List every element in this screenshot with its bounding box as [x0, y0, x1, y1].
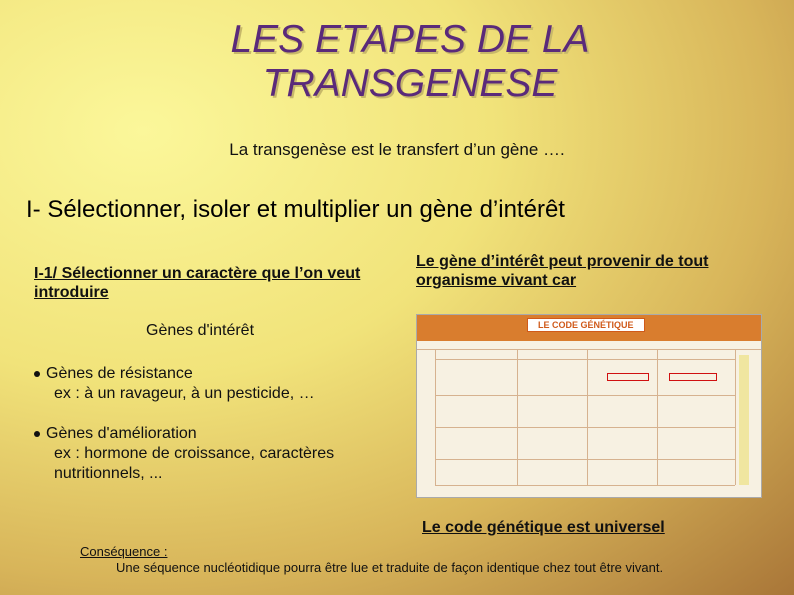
bullet-dot-icon: [34, 371, 40, 377]
slide-subtitle: La transgenèse est le transfert d’un gène ….: [229, 140, 565, 159]
bullet-detail: ex : à un ravageur, à un pesticide, …: [54, 385, 315, 402]
bullet-label: Gènes de résistance: [46, 365, 193, 382]
genes-heading: Gènes d'intérêt: [146, 322, 255, 339]
figure-caption: [421, 489, 422, 495]
universal-statement: Le code génétique est universel: [422, 519, 665, 536]
figure-title: LE CODE GÉNÉTIQUE: [527, 318, 645, 332]
genetic-code-table-image: [416, 314, 762, 498]
bullet-dot-icon: [34, 431, 40, 437]
figure-title-bar: [417, 315, 761, 341]
left-column-heading: I-1/ Sélectionner un caractère que l’on veut introduire: [34, 265, 361, 301]
consequence-text: Une séquence nucléotidique pourra être lue et traduite de façon identique chez tout être vivant.: [116, 560, 664, 575]
section-heading: I- Sélectionner, isoler et multiplier un gène d’intérêt: [26, 196, 565, 223]
bullet-label: Gènes d'amélioration: [46, 425, 197, 442]
consequence-label: Conséquence :: [80, 544, 168, 559]
slide-title: LES ETAPES DE LA TRANSGENESE: [230, 18, 590, 105]
right-column-heading: Le gène d’intérêt peut provenir de tout organisme vivant car: [416, 253, 709, 289]
bullet-detail: ex : hormone de croissance, caractères nutritionnels, ...: [54, 445, 335, 482]
